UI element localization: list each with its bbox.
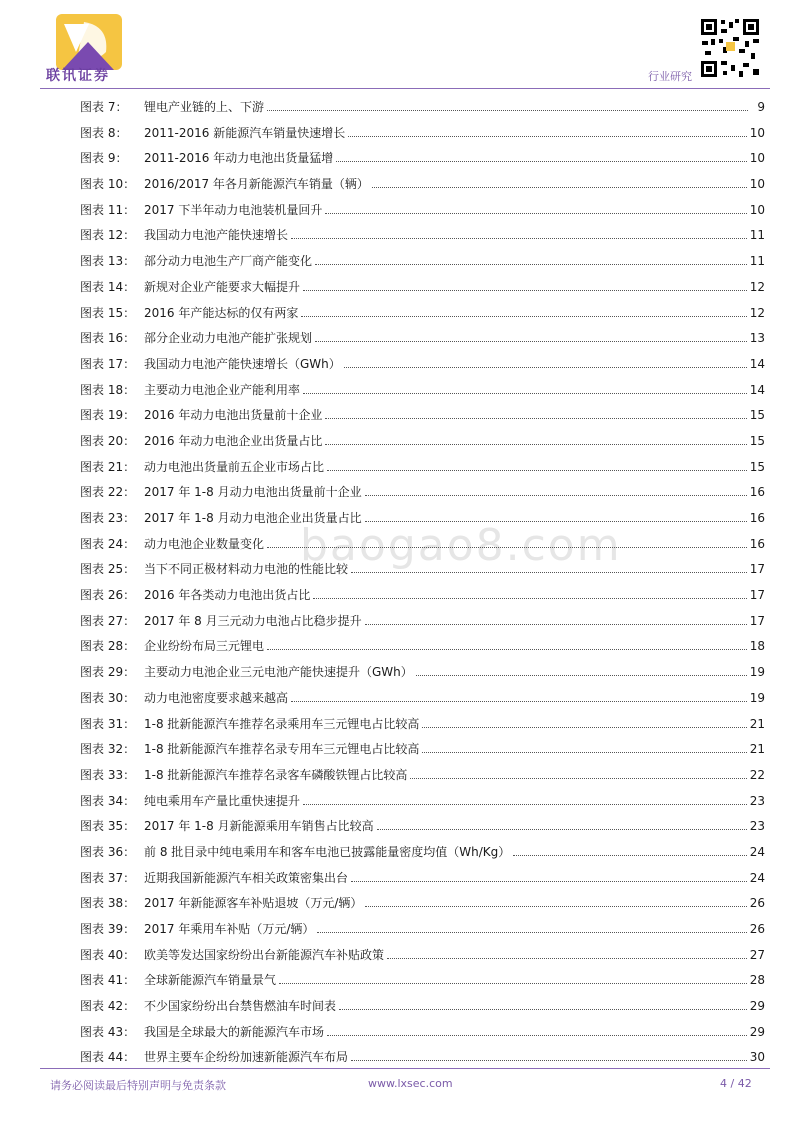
toc-entry-page: 12 (749, 279, 765, 294)
toc-entry-label: 图表 12： (80, 228, 136, 243)
toc-entry[interactable] (80, 840, 765, 866)
watermark: baogao8.com (300, 520, 622, 571)
toc-entry-label: 图表 15： (80, 305, 136, 320)
toc-entry-label: 图表 33： (80, 767, 136, 782)
toc-dot-leader (416, 675, 747, 676)
company-name: 联讯证券 (46, 68, 110, 84)
toc-entry[interactable] (80, 583, 765, 609)
toc-entry-title: 2016 年动力电池企业出货量占比 (144, 433, 323, 448)
toc-entry[interactable] (80, 1020, 765, 1046)
toc-entry-page: 17 (749, 562, 765, 577)
toc-entry-label: 图表 9： (80, 151, 128, 166)
toc-entry[interactable] (80, 352, 765, 378)
footer-website: www.lxsec.com (368, 1077, 453, 1090)
toc-entry-page: 17 (749, 613, 765, 628)
toc-entry-page: 11 (749, 228, 765, 243)
toc-entry-title: 前 8 批目录中纯电乘用车和客车电池已披露能量密度均值（Wh/Kg） (144, 844, 511, 859)
toc-entry-title: 部分动力电池生产厂商产能变化 (144, 254, 313, 269)
toc-dot-leader (313, 598, 746, 599)
toc-entry-label: 图表 19： (80, 408, 136, 423)
toc-entry-label: 图表 29： (80, 665, 136, 680)
toc-dot-leader (291, 238, 747, 239)
toc-entry-label: 图表 35： (80, 819, 136, 834)
toc-entry-label: 图表 39： (80, 922, 136, 936)
toc-dot-leader (325, 444, 746, 445)
page-header (0, 0, 800, 92)
toc-dot-leader (267, 547, 747, 548)
toc-entry[interactable] (80, 763, 765, 789)
toc-entry-page: 15 (749, 459, 765, 474)
toc-entry-label: 图表 38： (80, 896, 136, 911)
toc-entry[interactable] (80, 994, 765, 1020)
toc-dot-leader (387, 958, 747, 959)
toc-entry-title: 动力电池出货量前五企业市场占比 (144, 459, 325, 474)
toc-entry[interactable] (80, 223, 765, 249)
toc-dot-leader (315, 264, 747, 265)
toc-entry-title: 主要动力电池企业产能利用率 (144, 382, 301, 397)
footer-disclaimer: 请务必阅读最后特别声明与免责条款 (50, 1079, 226, 1092)
toc-entry-title: 2011-2016 新能源汽车销量快速增长 (144, 125, 346, 140)
toc-entry[interactable] (80, 737, 765, 763)
toc-entry-label: 图表 28： (80, 639, 136, 654)
toc-entry[interactable] (80, 301, 765, 327)
toc-entry-title: 2016 年产能达标的仅有两家 (144, 305, 299, 320)
toc-entry-title: 全球新能源汽车销量景气 (144, 973, 277, 988)
toc-dot-leader (351, 1060, 747, 1061)
toc-entry[interactable] (80, 249, 765, 275)
toc-entry-label: 图表 14： (80, 279, 136, 294)
toc-entry-page: 14 (749, 356, 765, 371)
toc-entry-title: 2017 年乘用车补贴（万元/辆） (144, 922, 315, 936)
toc-entry-label: 图表 36： (80, 844, 136, 859)
toc-dot-leader (339, 1009, 747, 1010)
toc-entry-title: 2017 年 1-8 月动力电池出货量前十企业 (144, 485, 362, 500)
toc-entry[interactable] (80, 532, 765, 558)
toc-entry-page: 23 (749, 793, 765, 808)
toc-entry-title: 锂电产业链的上、下游 (144, 100, 265, 114)
toc-entry-page: 10 (749, 125, 765, 140)
toc-entry-label: 图表 26： (80, 588, 136, 603)
toc-entry-label: 图表 40： (80, 947, 136, 962)
toc-entry-title: 部分企业动力电池产能扩张规划 (144, 331, 313, 346)
toc-entry[interactable] (80, 198, 765, 224)
toc-entry[interactable] (80, 634, 765, 660)
toc-entry-title: 不少国家纷纷出台禁售燃油车时间表 (144, 999, 337, 1014)
toc-entry-title: 2017 年 1-8 月新能源乘用车销售占比较高 (144, 819, 374, 834)
toc-entry[interactable] (80, 506, 765, 532)
toc-entry-page: 29 (749, 999, 765, 1014)
toc-entry-page: 24 (749, 870, 765, 885)
toc-entry[interactable] (80, 429, 765, 455)
toc-entry-page: 10 (749, 151, 765, 166)
toc-entry-page: 21 (749, 742, 765, 757)
toc-entry[interactable] (80, 917, 765, 943)
toc-dot-leader (291, 701, 747, 702)
toc-entry-label: 图表 17： (80, 356, 136, 371)
toc-entry[interactable] (80, 968, 765, 994)
toc-entry[interactable] (80, 609, 765, 635)
toc-entry-page: 26 (749, 922, 765, 936)
toc-dot-leader (327, 1035, 747, 1036)
toc-entry-page: 17 (749, 588, 765, 603)
footer-page-number: 4 / 42 (720, 1077, 752, 1090)
footer-divider (40, 1068, 770, 1069)
toc-entry-title: 2017 下半年动力电池装机量回升 (144, 202, 323, 217)
toc-dot-leader (422, 752, 746, 753)
toc-entry-label: 图表 18： (80, 382, 136, 397)
toc-entry-page: 26 (749, 896, 765, 911)
toc-entry-label: 图表 7： (80, 100, 128, 114)
toc-dot-leader (303, 804, 747, 805)
toc-entry-title: 2011-2016 年动力电池出货量猛增 (144, 151, 334, 166)
toc-entry-label: 图表 22： (80, 485, 136, 500)
toc-entry-title: 1-8 批新能源汽车推荐名录客车磷酸铁锂占比较高 (144, 767, 408, 782)
toc-entry-title: 2016/2017 年各月新能源汽车销量（辆） (144, 177, 369, 192)
toc-entry-page: 18 (749, 639, 765, 654)
toc-entry[interactable] (80, 95, 765, 121)
toc-dot-leader (267, 110, 748, 111)
toc-entry[interactable] (80, 403, 765, 429)
toc-dot-leader (377, 829, 747, 830)
toc-entry-page: 13 (749, 331, 765, 346)
toc-dot-leader (365, 906, 746, 907)
toc-dot-leader (301, 316, 746, 317)
toc-entry-page: 10 (749, 202, 765, 217)
toc-entry-title: 1-8 批新能源汽车推荐名录专用车三元锂电占比较高 (144, 742, 420, 757)
toc-entry-label: 图表 31： (80, 716, 136, 731)
toc-entry-page: 10 (749, 177, 765, 192)
toc-entry-page: 16 (749, 485, 765, 500)
toc-dot-leader (365, 624, 747, 625)
header-divider (40, 88, 770, 89)
toc-entry[interactable] (80, 480, 765, 506)
toc-dot-leader (410, 778, 746, 779)
toc-entry-title: 企业纷纷布局三元锂电 (144, 639, 265, 654)
toc-entry-label: 图表 20： (80, 433, 136, 448)
toc-entry-label: 图表 16： (80, 331, 136, 346)
toc-entry-page: 14 (749, 382, 765, 397)
toc-entry[interactable] (80, 814, 765, 840)
toc-dot-leader (365, 521, 747, 522)
toc-entry-page: 16 (749, 511, 765, 525)
toc-entry-title: 当下不同正极材料动力电池的性能比较 (144, 562, 349, 577)
toc-entry-title: 动力电池密度要求越来越高 (144, 690, 289, 705)
toc-dot-leader (325, 418, 746, 419)
toc-entry[interactable] (80, 557, 765, 583)
toc-entry-title: 2016 年动力电池出货量前十企业 (144, 408, 323, 423)
toc-dot-leader (372, 187, 747, 188)
toc-entry-label: 图表 42： (80, 999, 136, 1014)
toc-entry-title: 近期我国新能源汽车相关政策密集出台 (144, 870, 349, 885)
toc-dot-leader (336, 161, 746, 162)
toc-entry-label: 图表 8： (80, 125, 128, 140)
toc-dot-leader (279, 983, 747, 984)
toc-entry[interactable] (80, 660, 765, 686)
toc-entry[interactable] (80, 455, 765, 481)
toc-entry-title: 我国是全球最大的新能源汽车市场 (144, 1024, 325, 1039)
toc-entry-label: 图表 44： (80, 1050, 136, 1065)
toc-entry[interactable] (80, 326, 765, 352)
toc-entry-page: 22 (749, 767, 765, 782)
toc-entry-label: 图表 37： (80, 870, 136, 885)
toc-entry-title: 世界主要车企纷纷加速新能源汽车布局 (144, 1050, 349, 1065)
toc-entry-page: 19 (749, 690, 765, 705)
toc-entry-title: 主要动力电池企业三元电池产能快速提升（GWh） (144, 665, 413, 680)
section-label: 行业研究 (648, 70, 692, 83)
toc-dot-leader (365, 495, 747, 496)
toc-entry-title: 2017 年新能源客车补贴退坡（万元/辆） (144, 896, 363, 911)
toc-entry-label: 图表 24： (80, 536, 136, 551)
toc-entry-page: 16 (749, 536, 765, 551)
toc-entry-label: 图表 25： (80, 562, 136, 577)
toc-entry[interactable] (80, 866, 765, 892)
toc-entry-label: 图表 41： (80, 973, 136, 988)
toc-entry-page: 19 (749, 665, 765, 680)
toc-dot-leader (317, 932, 746, 933)
toc-entry-label: 图表 32： (80, 742, 136, 757)
toc-entry[interactable] (80, 943, 765, 969)
toc-entry[interactable] (80, 789, 765, 815)
toc-entry[interactable] (80, 378, 765, 404)
toc-entry[interactable] (80, 146, 765, 172)
toc-entry-page: 23 (749, 819, 765, 834)
toc-dot-leader (327, 470, 747, 471)
table-of-figures (80, 95, 765, 1071)
toc-entry-page: 9 (757, 100, 765, 114)
toc-entry-label: 图表 10： (80, 177, 136, 192)
toc-entry-label: 图表 13： (80, 254, 136, 269)
toc-entry-page: 27 (749, 947, 765, 962)
toc-entry-title: 新规对企业产能要求大幅提升 (144, 279, 301, 294)
toc-dot-leader (351, 572, 747, 573)
toc-entry-page: 28 (749, 973, 765, 988)
toc-entry-page: 21 (749, 716, 765, 731)
toc-dot-leader (325, 213, 746, 214)
toc-dot-leader (315, 341, 747, 342)
qr-code-icon (699, 17, 761, 79)
toc-entry-label: 图表 27： (80, 613, 136, 628)
toc-entry-label: 图表 23： (80, 511, 136, 525)
toc-dot-leader (303, 290, 747, 291)
toc-entry[interactable] (80, 891, 765, 917)
toc-entry[interactable] (80, 172, 765, 198)
toc-entry[interactable] (80, 712, 765, 738)
toc-entry[interactable] (80, 121, 765, 147)
toc-entry-title: 纯电乘用车产量比重快速提升 (144, 793, 301, 808)
toc-entry-label: 图表 43： (80, 1024, 136, 1039)
toc-entry-page: 24 (749, 844, 765, 859)
toc-entry-page: 15 (749, 408, 765, 423)
toc-entry-label: 图表 34： (80, 793, 136, 808)
toc-entry-label: 图表 11： (80, 202, 136, 217)
toc-entry-title: 我国动力电池产能快速增长（GWh） (144, 356, 341, 371)
toc-dot-leader (344, 367, 747, 368)
toc-entry-label: 图表 21： (80, 459, 136, 474)
toc-entry-page: 15 (749, 433, 765, 448)
toc-dot-leader (303, 393, 747, 394)
toc-entry[interactable] (80, 686, 765, 712)
toc-dot-leader (351, 881, 747, 882)
toc-dot-leader (348, 136, 746, 137)
toc-entry-page: 12 (749, 305, 765, 320)
toc-entry[interactable] (80, 275, 765, 301)
toc-dot-leader (513, 855, 746, 856)
toc-entry-title: 我国动力电池产能快速增长 (144, 228, 289, 243)
toc-entry-title: 2016 年各类动力电池出货占比 (144, 588, 311, 603)
toc-dot-leader (267, 649, 747, 650)
toc-entry-title: 2017 年 1-8 月动力电池企业出货量占比 (144, 511, 362, 525)
toc-entry-title: 1-8 批新能源汽车推荐名录乘用车三元锂电占比较高 (144, 716, 420, 731)
toc-entry-label: 图表 30： (80, 690, 136, 705)
toc-dot-leader (422, 727, 746, 728)
toc-entry-title: 动力电池企业数量变化 (144, 536, 265, 551)
toc-entry-page: 30 (749, 1050, 765, 1065)
toc-entry-page: 11 (749, 254, 765, 269)
toc-entry-title: 欧美等发达国家纷纷出台新能源汽车补贴政策 (144, 947, 385, 962)
toc-entry-page: 29 (749, 1024, 765, 1039)
toc-entry-title: 2017 年 8 月三元动力电池占比稳步提升 (144, 613, 362, 628)
